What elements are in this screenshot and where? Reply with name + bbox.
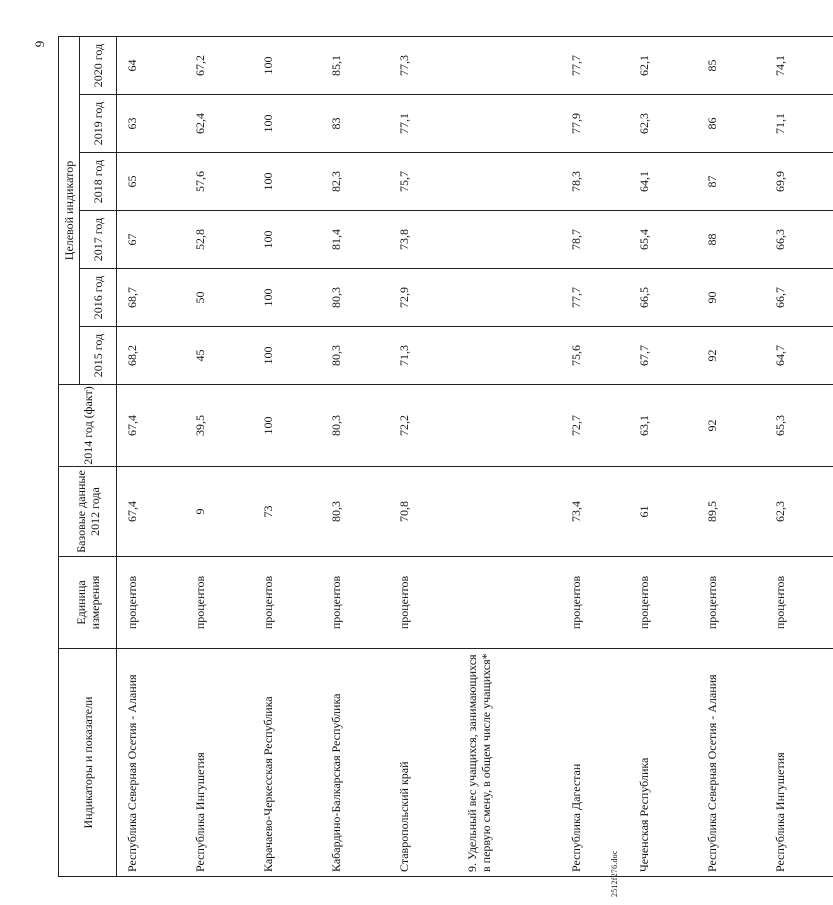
cell-y2017: 67 [117, 211, 186, 269]
cell-base [457, 467, 561, 557]
cell-unit: процентов [561, 557, 629, 649]
cell-y2018 [457, 153, 561, 211]
cell-unit: процентов [389, 557, 457, 649]
cell-y2020: 67,2 [185, 37, 253, 95]
cell-unit: процентов [185, 557, 253, 649]
cell-y2019: 77,1 [389, 95, 457, 153]
table-row [457, 37, 561, 877]
cell-y2017: 88 [697, 211, 765, 269]
cell-unit [457, 557, 561, 649]
cell-y2016: 90 [697, 269, 765, 327]
header-2014-fact: 2014 год (факт) [59, 385, 117, 467]
cell-y2015: 75,6 [561, 327, 629, 385]
cell-y2015: 80,3 [321, 327, 389, 385]
cell-y2016: 77,7 [561, 269, 629, 327]
header-base-2012: Базовые данные 2012 года [59, 467, 117, 557]
header-target-indicator: Целевой индикатор [59, 37, 80, 385]
cell-y2017: 78,7 [561, 211, 629, 269]
cell-y2020: 85 [697, 37, 765, 95]
cell-y2014: 100 [253, 385, 321, 467]
cell-y2016: 100 [253, 269, 321, 327]
cell-y2014: 80,3 [321, 385, 389, 467]
cell-y2016 [457, 269, 561, 327]
page-number: 9 [32, 40, 47, 48]
cell-y2015: 68,2 [117, 327, 186, 385]
cell-y2020: 100 [253, 37, 321, 95]
cell-base: 9 [185, 467, 253, 557]
cell-y2017: 100 [253, 211, 321, 269]
cell-y2019: 63 [117, 95, 186, 153]
header-year-2020: 2020 год [80, 37, 117, 95]
cell-y2019: 62,3 [629, 95, 697, 153]
cell-y2020: 74,1 [765, 37, 833, 95]
cell-y2014: 92 [697, 385, 765, 467]
cell-y2020 [457, 37, 561, 95]
row-indicator-name: Республика Ингушетия [765, 649, 833, 877]
cell-y2014: 72,7 [561, 385, 629, 467]
header-year-2015: 2015 год [80, 327, 117, 385]
cell-y2015 [457, 327, 561, 385]
cell-unit: процентов [117, 557, 186, 649]
document-reference: 2512f276.doc [610, 850, 619, 897]
cell-unit: процентов [697, 557, 765, 649]
cell-y2020: 85,1 [321, 37, 389, 95]
cell-y2014: 39,5 [185, 385, 253, 467]
cell-unit: процентов [253, 557, 321, 649]
table-row [697, 37, 765, 877]
cell-y2019 [457, 95, 561, 153]
header-year-2016: 2016 год [80, 269, 117, 327]
row-indicator-name: Чеченская Республика [629, 649, 697, 877]
cell-y2018: 75,7 [389, 153, 457, 211]
cell-y2014 [457, 385, 561, 467]
cell-base: 70,8 [389, 467, 457, 557]
header-year-2017: 2017 год [80, 211, 117, 269]
header-year-2018: 2018 год [80, 153, 117, 211]
cell-y2017: 81,4 [321, 211, 389, 269]
cell-y2018: 100 [253, 153, 321, 211]
header-year-2019: 2019 год [80, 95, 117, 153]
table-body [117, 37, 833, 877]
cell-y2015: 67,7 [629, 327, 697, 385]
cell-unit: процентов [321, 557, 389, 649]
table-row [629, 37, 697, 877]
cell-y2018: 69,9 [765, 153, 833, 211]
row-indicator-name: Республика Северная Осетия - Алания [697, 649, 765, 877]
cell-y2019: 86 [697, 95, 765, 153]
row-indicator-name: Ставропольский край [389, 649, 457, 877]
cell-y2014: 65,3 [765, 385, 833, 467]
table-row [765, 37, 833, 877]
cell-y2020: 77,3 [389, 37, 457, 95]
cell-y2015: 92 [697, 327, 765, 385]
cell-y2019: 83 [321, 95, 389, 153]
table-row [253, 37, 321, 877]
cell-y2020: 62,1 [629, 37, 697, 95]
cell-y2020: 77,7 [561, 37, 629, 95]
cell-base: 80,3 [321, 467, 389, 557]
cell-y2016: 80,3 [321, 269, 389, 327]
cell-y2019: 71,1 [765, 95, 833, 153]
cell-base: 73 [253, 467, 321, 557]
cell-y2015: 71,3 [389, 327, 457, 385]
cell-unit: процентов [765, 557, 833, 649]
cell-y2014: 72,2 [389, 385, 457, 467]
row-indicator-name: Республика Северная Осетия - Алания [117, 649, 186, 877]
table-row [561, 37, 629, 877]
cell-y2016: 66,5 [629, 269, 697, 327]
table-row [117, 37, 186, 877]
cell-y2015: 45 [185, 327, 253, 385]
cell-y2015: 100 [253, 327, 321, 385]
header-indicators: Индикаторы и показатели [59, 649, 117, 877]
cell-y2017: 65,4 [629, 211, 697, 269]
cell-base: 89,5 [697, 467, 765, 557]
cell-y2020: 64 [117, 37, 186, 95]
table-row [185, 37, 253, 877]
cell-y2017 [457, 211, 561, 269]
table-row [389, 37, 457, 877]
cell-unit: процентов [629, 557, 697, 649]
row-indicator-name: Кабардино-Балкарская Республика [321, 649, 389, 877]
cell-y2014: 63,1 [629, 385, 697, 467]
cell-y2017: 52,8 [185, 211, 253, 269]
cell-y2018: 78,3 [561, 153, 629, 211]
table-row [321, 37, 389, 877]
cell-y2017: 66,3 [765, 211, 833, 269]
indicator-table [58, 36, 833, 877]
row-indicator-name: Карачаево-Черкесская Республика [253, 649, 321, 877]
cell-y2016: 68,7 [117, 269, 186, 327]
header-unit: Единица измерения [59, 557, 117, 649]
cell-y2016: 66,7 [765, 269, 833, 327]
cell-y2018: 57,6 [185, 153, 253, 211]
cell-base: 67,4 [117, 467, 186, 557]
cell-y2018: 82,3 [321, 153, 389, 211]
cell-y2019: 100 [253, 95, 321, 153]
cell-y2018: 87 [697, 153, 765, 211]
cell-y2016: 72,9 [389, 269, 457, 327]
cell-y2019: 77,9 [561, 95, 629, 153]
cell-y2014: 67,4 [117, 385, 186, 467]
cell-y2019: 62,4 [185, 95, 253, 153]
cell-y2018: 65 [117, 153, 186, 211]
cell-y2016: 50 [185, 269, 253, 327]
row-indicator-name: 9. Удельный вес учащихся, занимающихся в первую смену, в общем числе учащихся* [457, 649, 561, 877]
cell-base: 61 [629, 467, 697, 557]
cell-y2018: 64,1 [629, 153, 697, 211]
cell-base: 62,3 [765, 467, 833, 557]
row-indicator-name: Республика Дагестан [561, 649, 629, 877]
cell-base: 73,4 [561, 467, 629, 557]
row-indicator-name: Республика Ингушетия [185, 649, 253, 877]
cell-y2017: 73,8 [389, 211, 457, 269]
cell-y2015: 64,7 [765, 327, 833, 385]
